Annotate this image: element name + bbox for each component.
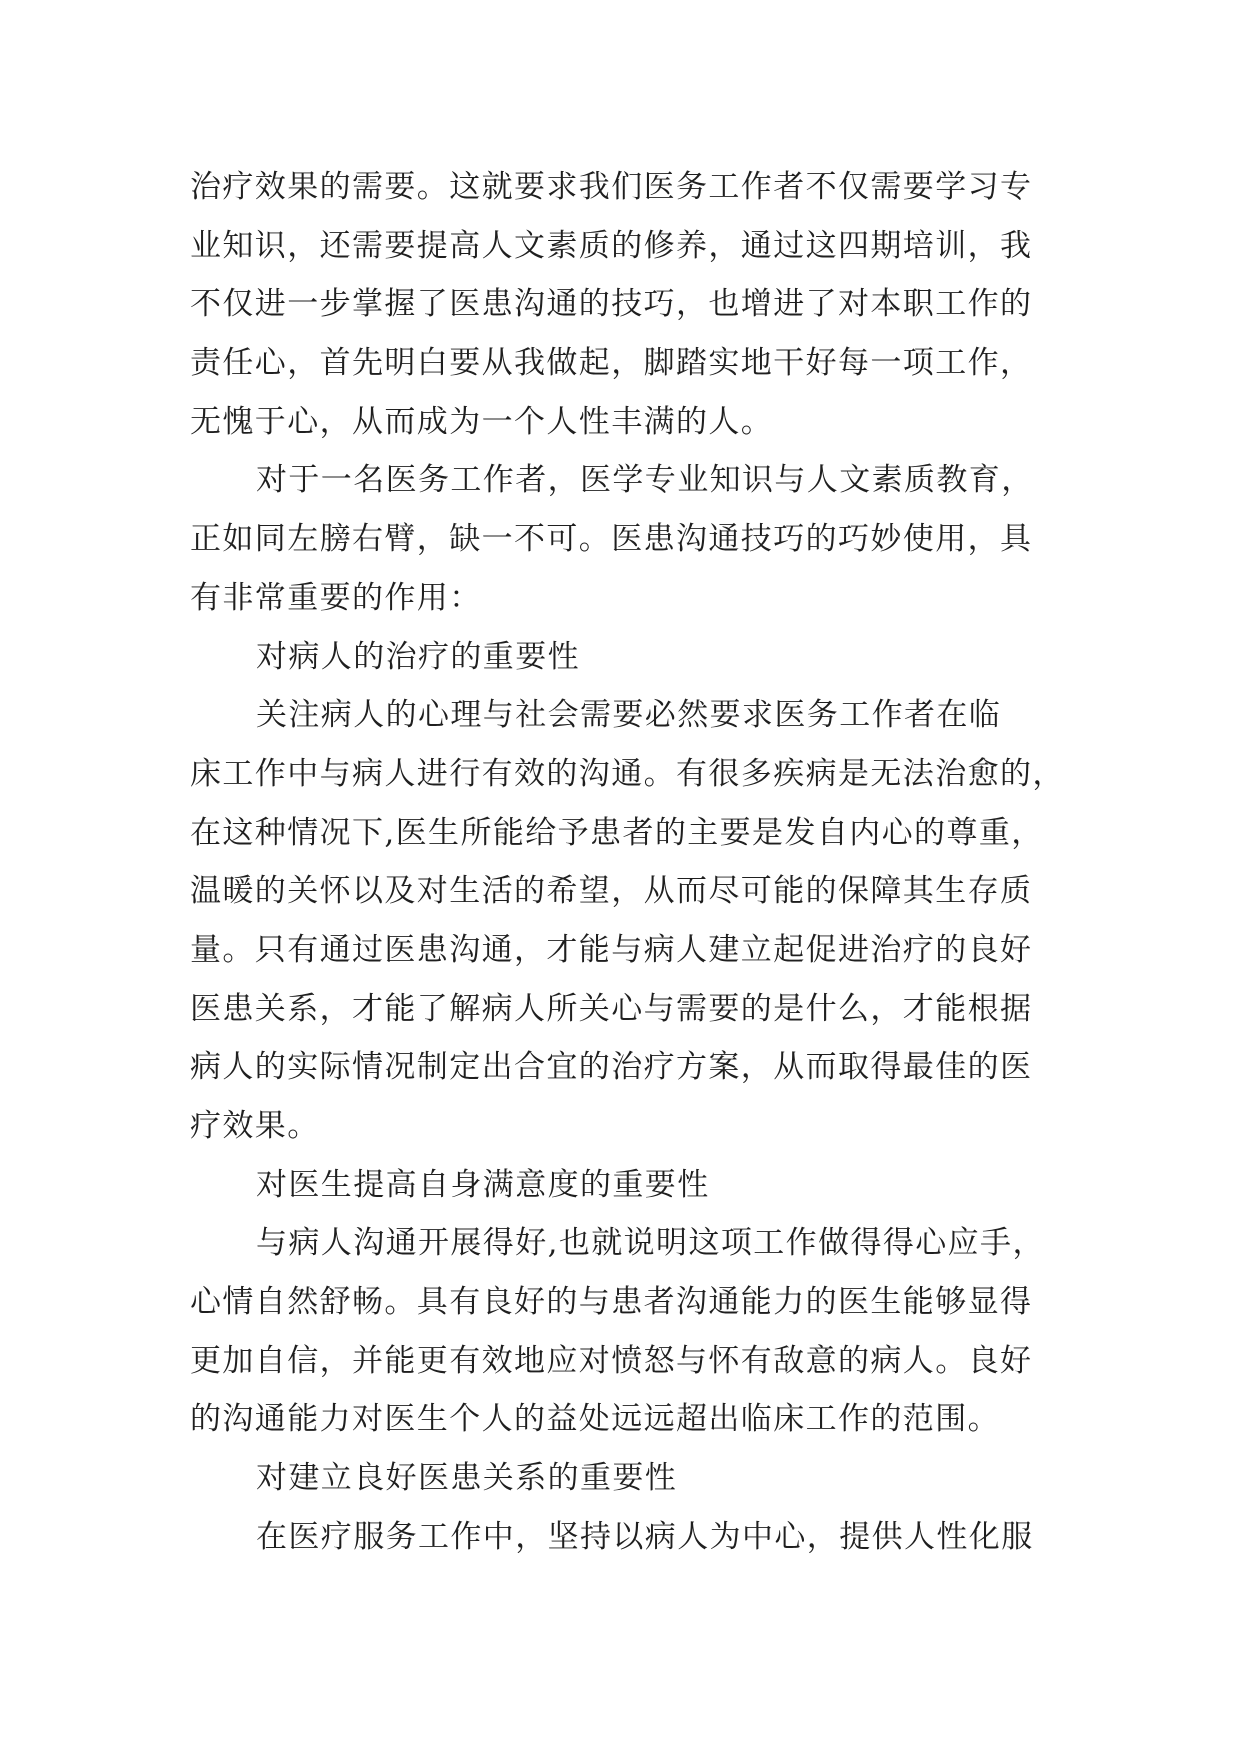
text-line: 对医生提高自身满意度的重要性 <box>256 1166 710 1203</box>
text-line: 无愧于心，从而成为一个人性丰满的人。 <box>190 403 774 440</box>
text-line: 在医疗服务工作中，坚持以病人为中心，提供人性化服 <box>256 1518 1034 1555</box>
text-line: 业知识，还需要提高人文素质的修养，通过这四期培训，我 <box>190 227 1033 264</box>
text-line: 病人的实际情况制定出合宜的治疗方案，从而取得最佳的医 <box>190 1049 1033 1086</box>
text-line: 温暖的关怀以及对生活的希望，从而尽可能的保障其生存质 <box>190 873 1033 910</box>
text-line: 责任心，首先明白要从我做起，脚踏实地干好每一项工作， <box>190 345 1033 382</box>
text-line: 医患关系，才能了解病人所关心与需要的是什么，才能根据 <box>190 990 1033 1027</box>
text-line: 对病人的治疗的重要性 <box>256 638 580 675</box>
text-line: 正如同左膀右臂，缺一不可。医患沟通技巧的巧妙使用，具 <box>190 521 1033 558</box>
text-line: 对建立良好医患关系的重要性 <box>256 1460 678 1497</box>
text-line: 更加自信，并能更有效地应对愤怒与怀有敌意的病人。良好 <box>190 1342 1033 1379</box>
text-line: 心情自然舒畅。具有良好的与患者沟通能力的医生能够显得 <box>190 1284 1033 1321</box>
text-line: 床工作中与病人进行有效的沟通。有很多疾病是无法治愈的， <box>190 755 1065 792</box>
text-line: 与病人沟通开展得好,也就说明这项工作做得得心应手， <box>256 1225 1045 1262</box>
text-line: 不仅进一步掌握了医患沟通的技巧，也增进了对本职工作的 <box>190 286 1033 323</box>
text-line: 有非常重要的作用： <box>190 579 482 616</box>
text-line: 在这种情况下,医生所能给予患者的主要是发自内心的尊重， <box>190 814 1044 851</box>
text-line: 对于一名医务工作者，医学专业知识与人文素质教育， <box>256 462 1034 499</box>
text-line: 量。只有通过医患沟通，才能与病人建立起促进治疗的良好 <box>190 931 1033 968</box>
document-body <box>190 158 1065 1567</box>
text-line: 的沟通能力对医生个人的益处远远超出临床工作的范围。 <box>190 1401 1000 1438</box>
text-line: 疗效果。 <box>190 1108 320 1144</box>
text-line: 治疗效果的需要。这就要求我们医务工作者不仅需要学习专 <box>190 169 1033 205</box>
text-line: 关注病人的心理与社会需要必然要求医务工作者在临 <box>256 697 1002 734</box>
